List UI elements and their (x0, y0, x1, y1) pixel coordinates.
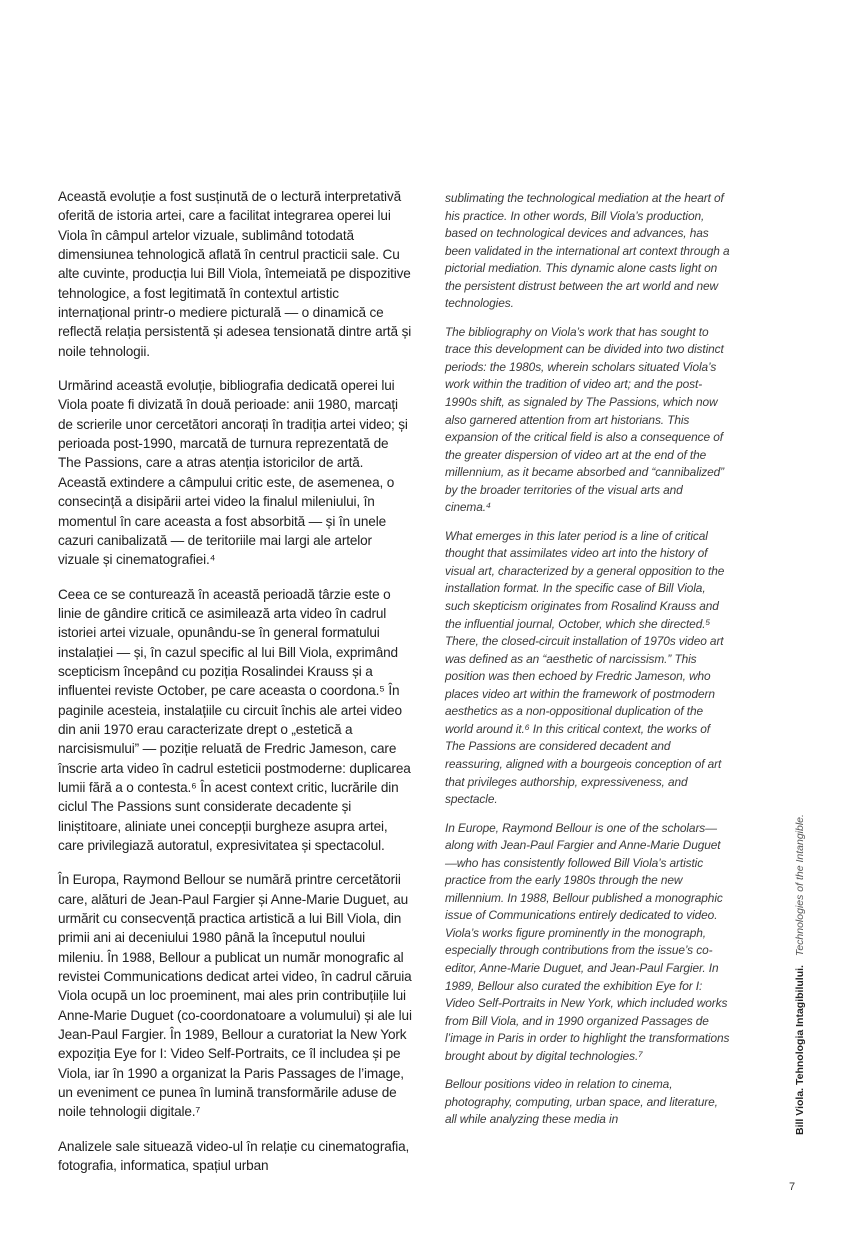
paragraph: Urmărind această evoluție, bibliografia dedicată operei lui Viola poate fi divizată în două perioade: anii 1980, marcați de scrierile unor cercetători ancorați în tradiția artei video; și perioada post-1990, marcată de turnura reprezentată de The Passions, care a atras atenția istoricilor de artă. Această extindere a câmpului critic este, de asemenea, o consecință a disipării artei video la finalul mileniului, în momentul în care aceasta a fost absorbită — și în unele cazuri canibalizată — de teritoriile mai largi ale artelor vizuale și cinematografiei.⁴ (58, 378, 408, 568)
paragraph: Ceea ce se conturează în această perioadă târzie este o linie de gândire critică ce asimilează arta video în cadrul istoriei artei vizuale, opunându-se în general formatului instalației — și, în cazul specific al lui Bill Viola, exprimând scepticism începând cu poziția Rosalindei Krauss și a influentei reviste October, pe care aceasta o coordona.⁵ În paginile acesteia, instalațiile cu circuit închis ale artei video din anii 1970 erau caracterizate drept o „estetică a narcisismului” — poziție reluată de Fredric Jameson, care înscrie arta video în cadrul esteticii postmoderne: duplicarea lumii fără a o contesta.⁶ În acest context critic, lucrările din ciclul The Passions sunt considerate decadente și liniștitoare, aliniate unei concepții burgheze asupra artei, care privilegiază autoratul, expresivitatea și spectacolul. (58, 586, 411, 853)
paragraph: În Europa, Raymond Bellour se numără printre cercetătorii care, alături de Jean-Paul Fargier și Anne-Marie Duguet, au urmărit cu consecvență practica artistică a lui Bill Viola, din primii ani ai deceniului 1980 până la începutul noului mileniu. În 1988, Bellour a publicat un număr monografic al revistei Communications dedicat artei video, în cadrul căruia Viola ocupă un loc proeminent, mai ales prin contribuțiile lui Anne-Marie Duguet (co-coordonatoare a volumului) și ale lui Jean-Paul Fargier. În 1989, Bellour a curatoriat la New York expoziția Eye for I: Video Self-Portraits, ce îl includea și pe Viola, iar în 1990 a organizat la Paris Passages de l’image, un eveniment ce punea în lumină transformările aduse de noile tehnologii digitale.⁷ (58, 872, 412, 1120)
paragraph: Bellour positions video in relation to cinema, photography, computing, urban space, and literature, all while analyzing these media in (445, 1077, 718, 1127)
running-title-english: Technologies of the Intangible. (794, 814, 806, 957)
running-title (794, 814, 806, 1135)
paragraph: In Europe, Raymond Bellour is one of the scholars—along with Jean-Paul Fargier and Anne-Marie Duguet—who has consistently followed Bill Viola’s artistic practice from the early 1980s through the new millennium. In 1988, Bellour published a monographic issue of Communications entirely dedicated to video. Viola’s works figure prominently in the monograph, especially through contributions from the issue’s co-editor, Anne-Marie Duguet, and Jean-Paul Fargier. In 1989, Bellour also curated the exhibition Eye for I: Video Self-Portraits in New York, which included works from Bill Viola, and in 1990 organized Passages de l’image in Paris in order to highlight the transformations brought about by digital technologies.⁷ (445, 820, 730, 1063)
romanian-text-column (58, 187, 413, 1191)
paragraph: sublimating the technological mediation at the heart of his practice. In other words, Bill Viola’s production, based on technological devices and advances, has been validated in the international art context through a pictorial mediation. This dynamic alone casts light on the persistent distrust between the art world and new technologies. (445, 191, 730, 311)
paragraph: What emerges in this later period is a line of critical thought that assimilates video art into the history of visual art, characterized by a general opposition to the installation format. In the specific case of Bill Viola, such skepticism originates from Rosalind Krauss and the influential journal, October, which she directed.⁵ There, the closed-circuit installation of 1970s video art was defined as an “aesthetic of narcissism.” This position was then echoed by Fredric Jameson, who places video art within the framework of postmodern aesthetics as a non-oppositional duplication of the world around it.⁶ In this critical context, the works of The Passions are considered decadent and reassuring, aligned with a bourgeois conception of art that privileges authorship, expressiveness, and spectacle. (445, 528, 725, 807)
paragraph: The bibliography on Viola’s work that has sought to trace this development can be divided into two distinct periods: the 1980s, wherein scholars situated Viola’s work within the tradition of video art; and the post-1990s shift, as signaled by The Passions, which now also garnered attention from art historians. This expansion of the critical field is also a consequence of the greater dispersion of video art at the end of the millennium, as it became absorbed and “cannibalized” by the broader territories of the visual arts and cinema.⁴ (445, 324, 725, 515)
page-number: 7 (789, 1181, 796, 1193)
paragraph: Această evoluție a fost susținută de o lectură interpretativă oferită de istoria artei, care a facilitat integrarea operei lui Viola în câmpul artelor vizuale, sublimând totodată dimensiunea tehnologică aflată în centrul practicii sale. Cu alte cuvinte, producția lui Bill Viola, întemeiată pe dispozitive tehnologice, a fost legitimată în contextul artistic internațional printr-o mediere picturală — o dinamică ce reflectă relația persistentă și adesea tensionată dintre artă și noile tehnologii. (58, 189, 412, 359)
english-text-column (445, 190, 730, 1140)
paragraph: Analizele sale situează video-ul în relație cu cinematografia, fotografia, informatica, spațiul urban (58, 1138, 410, 1174)
running-title-romanian: Bill Viola. Tehnologia Intagibilului. (794, 965, 806, 1135)
